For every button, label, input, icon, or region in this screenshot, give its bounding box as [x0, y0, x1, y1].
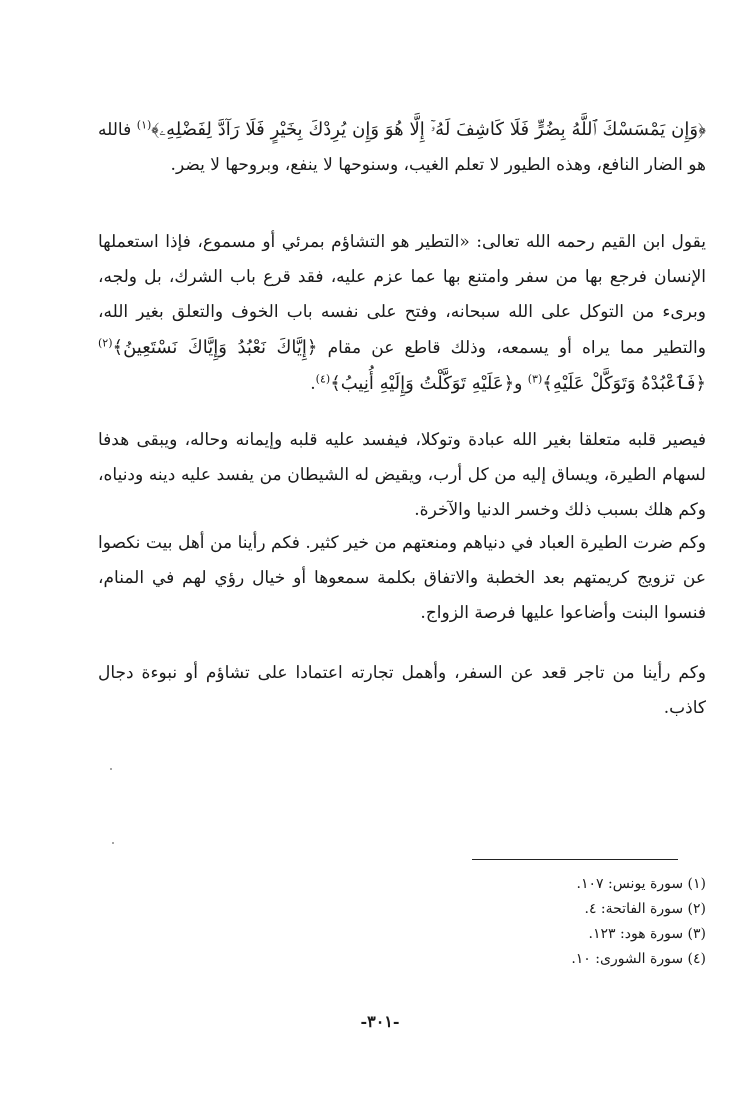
paragraph-2	[98, 225, 706, 402]
footnote-ref: (١)	[136, 118, 152, 132]
conjunction-text: و	[514, 374, 528, 394]
footnotes	[400, 872, 706, 972]
footnote-divider	[472, 859, 678, 860]
paragraph-text: يقول ابن القيم رحمه الله تعالى: «التطير هو التشاؤم بمرئي أو مسموع، فإذا استعملها الإنسان فرجع بها من سفر وامتنع بها عما عزم عليه، فقد قرع باب الشرك، بل ولجه، وبرىء من التوكل على الله سبحانه، وفتح على نفسه باب الخوف والتعلق بغير الله، والتطير مما يراه أو يسمعه، وذلك قاطع عن مقام	[98, 232, 706, 358]
quran-verse: ﴿إِيَّاكَ نَعْبُدُ وَإِيَّاكَ نَسْتَعِينُ﴾	[112, 337, 318, 358]
period-text: .	[310, 374, 316, 394]
footnote-ref: (٣)	[527, 372, 543, 386]
quran-verse: ﴿عَلَيْهِ تَوَكَّلْتُ وَإِلَيْهِ أُنِيبُ﴾	[330, 373, 515, 394]
quran-verse: ﴿فَٱعْبُدْهُ وَتَوَكَّلْ عَلَيْهِ﴾	[542, 373, 706, 394]
paragraph-1	[98, 112, 706, 183]
footnote-2: (٢) سورة الفاتحة: ٤.	[584, 901, 706, 917]
paragraph-text: وكم ضرت الطيرة العباد في دنياهم ومنعتهم من خير كثير. فكم رأينا من أهل بيت نكصوا عن تزويج كريمتهم بعد الخطبة والاتفاق بكلمة سمعوها أو خيال رؤي لهم في المنام، فنسوا البنت وأضاعوا عليها فرصة الزواج.	[98, 533, 706, 623]
quran-verse: ﴿وَإِن يَمْسَسْكَ ٱللَّهُ بِضُرٍّ فَلَا كَاشِفَ لَهُۥٓ إِلَّا هُوَ وَإِن يُرِدْكَ بِخَيْرٍ فَلَا رَآدَّ لِفَضْلِهِۦ﴾	[151, 119, 706, 140]
footnote-3: (٣) سورة هود: ١٢٣.	[588, 926, 706, 942]
scan-speck	[110, 768, 112, 770]
footnote-ref: (٤)	[315, 372, 331, 386]
paragraph-5	[98, 656, 706, 726]
scan-speck	[112, 842, 114, 844]
paragraph-text: فالله هو الضار النافع، وهذه الطيور لا تعلم الغيب، وسنوحها لا ينفع، وبروحها لا يضر.	[98, 120, 706, 175]
footnote-1: (١) سورة يونس: ١٠٧.	[576, 876, 706, 892]
footnote-4: (٤) سورة الشورى: ١٠.	[571, 951, 706, 967]
paragraph-text: فيصير قلبه متعلقا بغير الله عبادة وتوكلا، فيفسد عليه قلبه وإيمانه وحاله، ويبقى هدفا لسهام الطيرة، ويساق إليه من كل أرب، ويقيض له الشيطان من يفسد عليه دينه ودنياه، وكم هلك بسبب ذلك وخسر الدنيا والآخرة.	[98, 430, 706, 520]
footnote-ref: (٢)	[98, 336, 113, 350]
paragraph-text: وكم رأينا من تاجر قعد عن السفر، وأهمل تجارته اعتمادا على تشاؤم أو نبوءة دجال كاذب.	[98, 663, 706, 718]
paragraph-3	[98, 423, 706, 528]
paragraph-4	[98, 526, 706, 631]
page-number: -٣٠١-	[360, 1012, 400, 1031]
